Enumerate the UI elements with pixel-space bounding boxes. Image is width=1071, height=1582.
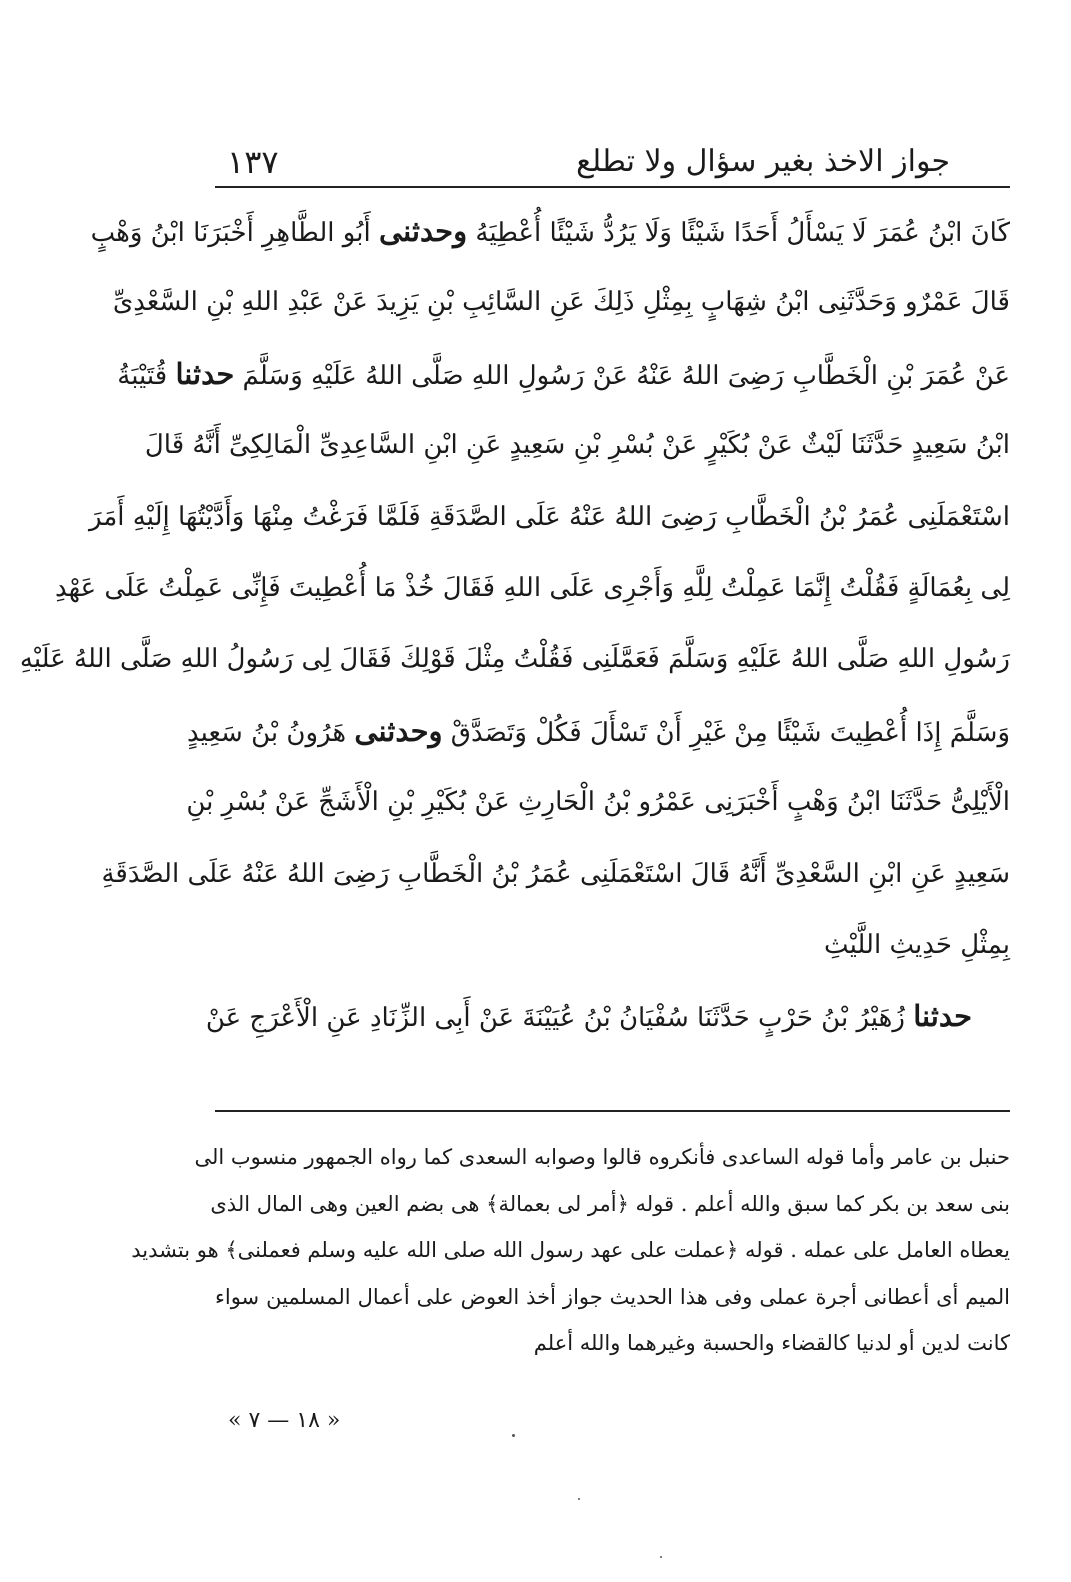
footnote-rule — [215, 1110, 1010, 1112]
commentary-line: الميم أى أعطانى أجرة عملى وفى هذا الحديث جواز أخذ العوض على أعمال المسلمين سواء — [215, 1284, 1010, 1309]
print-speck — [660, 1556, 662, 1558]
narration-keyword: حدثنا — [913, 999, 972, 1034]
text-line-part: بِمِثْلِ حَدِيثِ اللَّيْثِ — [824, 929, 1010, 960]
text-line-part: حدثنا زُهَيْرُ بْنُ حَرْبٍ حَدَّثَنَا سُفْيَانُ بْنُ عُيَيْنَةَ عَنْ أَبِى الزِّنَادِ عَنِ الْأَعْرَجِ عَنْ — [205, 999, 972, 1034]
commentary-line: يعطاه العامل على عمله . قوله ﴿عملت على عهد رسول الله صلى الله عليه وسلم فعملنى﴾ هو بتشديد — [131, 1238, 1010, 1262]
text-line-part: الْأَيْلِىُّ حَدَّثَنَا ابْنُ وَهْبٍ أَخْبَرَنِى عَمْرُو بْنُ الْحَارِثِ عَنْ بُكَيْرِ بْنِ الْأَشَجِّ عَنْ بُسْرِ بْنِ — [186, 787, 1010, 818]
commentary-line: حنبل بن عامر وأما قوله الساعدى فأنكروه قالوا وصوابه السعدى كما رواه الجمهور منسوب الى — [194, 1145, 1010, 1169]
text-line — [90, 196, 1010, 267]
printer-signature: « ١٨ — ٧ » — [228, 1408, 341, 1433]
narration-keyword: وحدثنى — [354, 713, 443, 748]
text-line-part: قَالَ عَمْرٌو وَحَدَّثَنِى ابْنُ شِهَابٍ بِمِثْلِ ذَلِكَ عَنِ السَّائِبِ بْنِ يَزِيدَ عَنْ عَبْدِ اللهِ بْنِ السَّعْدِىِّ — [112, 287, 1010, 318]
running-header — [215, 140, 1010, 184]
chapter-title: جواز الاخذ بغير سؤال ولا تطلع — [576, 144, 950, 179]
text-line-part: رَسُولِ اللهِ صَلَّى اللهُ عَلَيْهِ وَسَلَّمَ فَعَمَّلَنِى فَقُلْتُ مِثْلَ قَوْلِكَ فَقَالَ لِى رَسُولُ اللهِ صَلَّى اللهُ عَلَيْهِ — [19, 644, 1010, 675]
hadith-text — [19, 196, 1010, 1053]
commentary — [131, 1134, 1010, 1367]
text-line-part: لِى بِعُمَالَةٍ فَقُلْتُ إِنَّمَا عَمِلْتُ لِلَّهِ وَأَجْرِى عَلَى اللهِ فَقَالَ خُذْ مَا أُعْطِيتَ فَإِنِّى عَمِلْتُ عَلَى عَهْدِ — [54, 572, 1010, 603]
text-line — [19, 624, 1010, 695]
text-line — [89, 482, 1010, 553]
text-line-part: عَنْ عُمَرَ بْنِ الْخَطَّابِ رَضِىَ اللهُ عَنْهُ عَنْ رَسُولِ اللهِ صَلَّى اللهُ عَلَيْهِ وَسَلَّمَ حدثنا قُتَيْبَةُ — [117, 356, 1010, 391]
text-line-part: اسْتَعْمَلَنِى عُمَرُ بْنُ الْخَطَّابِ رَضِىَ اللهُ عَنْهُ عَلَى الصَّدَقَةِ فَلَمَّا فَرَغْتُ مِنْهَا وَأَدَّيْتُهَا إِلَيْهِ أَمَرَ — [89, 501, 1010, 532]
print-speck — [512, 1434, 515, 1437]
page-number: ١٣٧ — [227, 143, 279, 181]
text-line — [187, 696, 1010, 767]
commentary-line: كانت لدين أو لدنيا كالقضاء والحسبة وغيرهما والله أعلم — [533, 1331, 1010, 1355]
narration-keyword: حدثنا — [175, 356, 235, 391]
text-line — [117, 339, 1010, 410]
narration-keyword: وحدثنى — [378, 214, 468, 248]
text-line-part: كَانَ ابْنُ عُمَرَ لَا يَسْأَلُ أَحَدًا شَيْئًا وَلَا يَرُدُّ شَيْئًا أُعْطِيَهُ وحدثنى أَبُو الطَّاهِرِ أَخْبَرَنَا ابْنُ وَهْبٍ — [90, 214, 1010, 248]
text-line-part: سَعِيدٍ عَنِ ابْنِ السَّعْدِىِّ أَنَّهُ قَالَ اسْتَعْمَلَنِى عُمَرُ بْنُ الْخَطَّابِ رَضِىَ اللهُ عَنْهُ عَلَى الصَّدَقَةِ — [101, 858, 1010, 889]
text-line — [54, 553, 1010, 624]
text-line — [101, 839, 1010, 910]
header-rule — [215, 186, 1010, 188]
commentary-line: بنى سعد بن بكر كما سبق والله أعلم . قوله ﴿أمر لى بعمالة﴾ هى بضم العين وهى المال الذى — [210, 1191, 1010, 1216]
text-line — [112, 267, 1010, 338]
print-speck — [578, 1498, 580, 1500]
text-line — [215, 910, 1010, 981]
text-line — [186, 767, 1010, 838]
text-line — [144, 410, 1010, 481]
text-line-part: ابْنُ سَعِيدٍ حَدَّثَنَا لَيْثٌ عَنْ بُكَيْرٍ عَنْ بُسْرِ بْنِ سَعِيدٍ عَنِ ابْنِ السَّاعِدِىِّ الْمَالِكِىِّ أَنَّهُ قَالَ — [144, 430, 1010, 461]
text-line — [205, 981, 1010, 1052]
text-line-part: وَسَلَّمَ إِذَا أُعْطِيتَ شَيْئًا مِنْ غَيْرِ أَنْ تَسْأَلَ فَكُلْ وَتَصَدَّقْ وحدثنى هَرُونُ بْنُ سَعِيدٍ — [187, 713, 1010, 748]
